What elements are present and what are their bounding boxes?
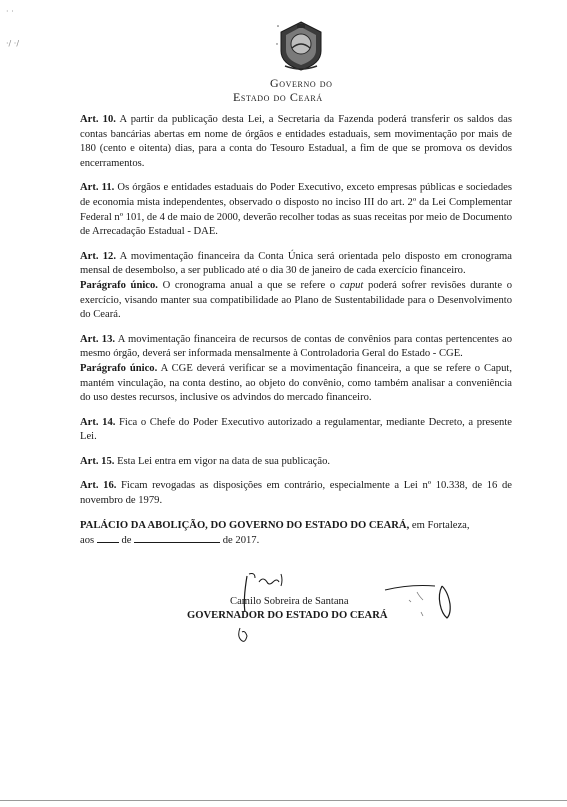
scan-specks: · · ·/ ·/ bbox=[6, 7, 20, 48]
paragraph-text-cont: poderá sofrer revisões durante o exercício, visando manter sua compatibilidade ao Plano de Sustentabilidade para o Desenvolvimento do Ceará. bbox=[80, 279, 512, 321]
article-text: Esta Lei entra em vigor na data de sua publicação. bbox=[114, 455, 331, 467]
closing-bold: PALÁCIO DA ABOLIÇÃO, DO GOVERNO DO ESTADO DO CEARÁ, bbox=[80, 519, 410, 531]
article-label: Art. 15. bbox=[80, 455, 115, 467]
article-14 bbox=[80, 416, 512, 445]
article-13 bbox=[80, 333, 512, 362]
letterhead bbox=[230, 16, 410, 104]
document-body bbox=[80, 113, 512, 549]
paragraph-italic: caput bbox=[339, 279, 364, 291]
article-label: Art. 12. bbox=[80, 250, 116, 262]
article-text: A partir da publicação desta Lei, a Secretaria da Fazenda poderá transferir os saldos das contas bancárias abertas em nome de órgãos e entidades estaduais, sem movimentação por mais de 180 (cento e oitenta) dias, para a conta do Tesouro Estadual, a fim de que se promova os devidos encerramentos. bbox=[80, 114, 512, 169]
paragraph-label: Parágrafo único. bbox=[80, 279, 158, 291]
article-16 bbox=[80, 479, 512, 508]
article-15 bbox=[80, 455, 512, 470]
signatory-name: Camilo Sobreira de Santana bbox=[230, 596, 349, 607]
article-label: Art. 11. bbox=[80, 182, 115, 194]
article-text: Fica o Chefe do Poder Executivo autorizado a regulamentar, mediante Decreto, a presente Lei. bbox=[80, 416, 512, 443]
closing-statement bbox=[80, 519, 512, 549]
article-text: A movimentação financeira da Conta Única será orientada pelo disposto em cronograma mensal de desembolso, a ser publicado até o dia 30 de janeiro de cada exercício financeiro. bbox=[80, 250, 513, 277]
article-text: Ficam revogadas as disposições em contrário, especialmente a Lei nº 10.338, de 16 de novembro de 1979. bbox=[80, 480, 512, 507]
letterhead-line-1: Governo do bbox=[270, 76, 333, 90]
article-10 bbox=[80, 113, 512, 171]
article-13-paragraph bbox=[80, 362, 512, 406]
article-12-paragraph bbox=[80, 279, 512, 323]
article-12 bbox=[80, 250, 512, 279]
letterhead-line-2: Estado do Ceará bbox=[233, 90, 323, 104]
closing-de: de bbox=[121, 535, 132, 547]
closing-aos: aos bbox=[80, 535, 95, 547]
article-label: Art. 13. bbox=[80, 333, 116, 345]
closing-year: de 2017. bbox=[222, 535, 260, 547]
signature-block bbox=[185, 570, 505, 660]
scan-edge-line bbox=[0, 800, 567, 801]
paragraph-text: O cronograma anual a que se refere o bbox=[157, 279, 340, 291]
article-label: Art. 16. bbox=[80, 480, 117, 492]
signatory-title: GOVERNADOR DO ESTADO DO CEARÁ bbox=[187, 610, 388, 621]
paragraph-label: Parágrafo único. bbox=[80, 362, 158, 374]
article-label: Art. 10. bbox=[80, 114, 116, 125]
closing-text: em Fortaleza, bbox=[409, 519, 470, 531]
article-text: A movimentação financeira de recursos de contas de convênios para contas pertencentes ao mesmo órgão, deverá ser informada mensalmente à Controladoria Geral do Estado - CGE. bbox=[80, 333, 512, 360]
article-text: Os órgãos e entidades estaduais do Poder Executivo, exceto empresas públicas e sociedades de economia mista independentes, observado o disposto no inciso III do art. 2º da Lei Complementar Federal nº 101, de 4 de maio de 2000, deverão recolher todas as suas receitas por meio de Documento de Arrecadação Estadual - DAE. bbox=[80, 182, 513, 238]
month-blank bbox=[134, 533, 220, 543]
state-seal-icon bbox=[275, 18, 327, 72]
paragraph-text: A CGE deverá verificar se a movimentação financeira, a que se refere o Caput, mantém vinculação, na conta destino, ao objeto do convênio, como também analisar a conveniência do uso destes recursos, inclusive os advindos do mercado financeiro. bbox=[80, 362, 512, 404]
article-label: Art. 14. bbox=[80, 416, 116, 428]
day-blank bbox=[97, 533, 119, 543]
article-11 bbox=[80, 181, 512, 239]
